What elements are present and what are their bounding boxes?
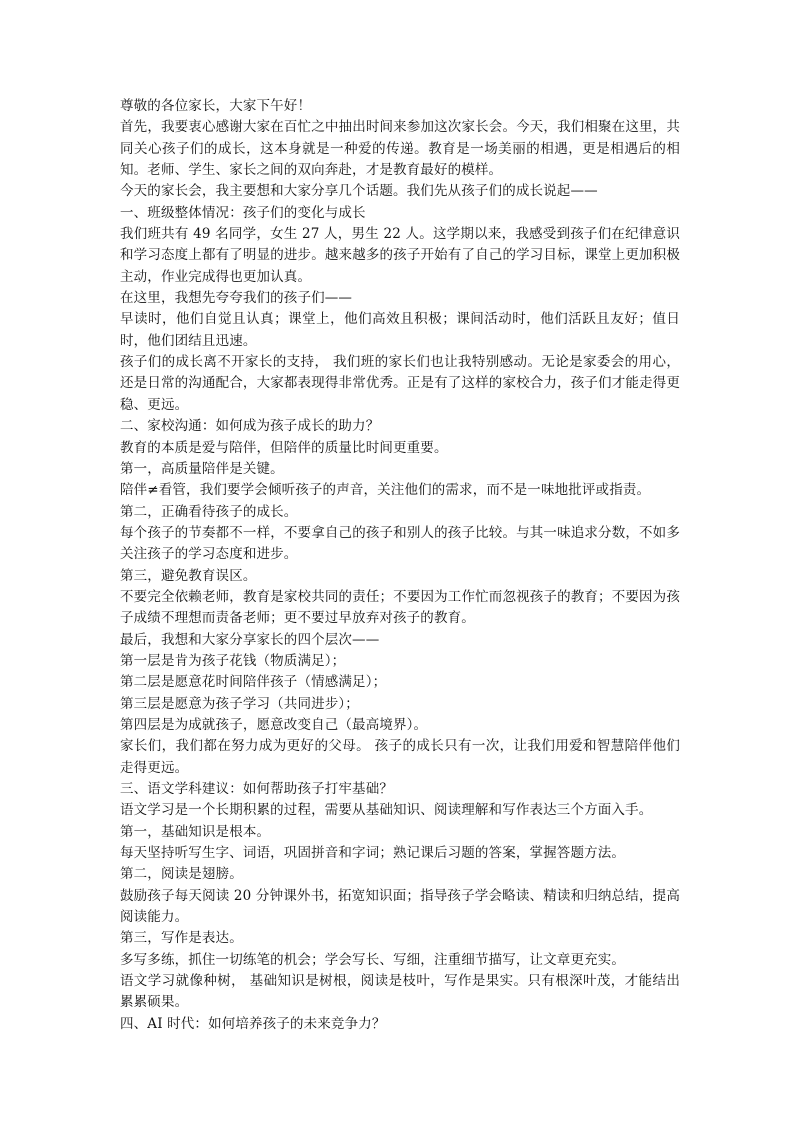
section-heading-3: 三、语文学科建议：如何帮助孩子打牢基础？: [120, 781, 393, 797]
point-heading: 第二，阅读是翅膀。: [120, 866, 243, 883]
point-paragraph: 不要完全依赖老师，教育是家校共同的责任；不要因为工作忙而忽视孩子的教育；不要因为孩子成绩不理想而责备老师；更不要过早放弃对孩子的教育。: [120, 588, 680, 627]
greeting: 尊敬的各位家长，大家下午好！: [120, 98, 312, 114]
point-paragraph: 陪伴≠看管，我们要学会倾听孩子的声音，关注他们的需求，而不是一味地批评或指责。: [120, 482, 651, 499]
parents-support-paragraph: 孩子们的成长离不开家长的支持， 我们班的家长们也让我特别感动。无论是家委会的用心，还是日常的沟通配合，大家都表现得非常优秀。正是有了这样的家校合力，孩子们才能走得更稳、更远。: [120, 354, 680, 413]
point-heading: 第二，正确看待孩子的成长。: [120, 503, 298, 520]
point-paragraph: 鼓励孩子每天阅读 20 分钟课外书，拓宽知识面；指导孩子学会略读、精读和归纳总结，提高阅读能力。: [120, 887, 680, 926]
chinese-intro-paragraph: 语文学习是一个长期积累的过程，需要从基础知识、阅读理解和写作表达三个方面入手。: [120, 802, 653, 819]
point-paragraph: 每个孩子的节奏都不一样，不要拿自己的孩子和别人的孩子比较。与其一味追求分数，不如多关注孩子的学习态度和进步。: [120, 524, 680, 563]
opening-paragraph: 首先，我要衷心感谢大家在百忙之中抽出时间来参加这次家长会。今天，我们相聚在这里，共同关心孩子们的成长，这本身就是一种爱的传递。教育是一场美丽的相遇，更是相遇后的相知。老师、学生、家长之间的双向奔赴，才是教育最好的模样。: [120, 119, 680, 179]
level-item: 第二层是愿意花时间陪伴孩子（情感满足）；: [120, 674, 387, 691]
chinese-closing-paragraph: 语文学习就像种树， 基础知识是树根，阅读是枝叶，写作是果实。只有根深叶茂，才能结出累累硕果。: [120, 973, 680, 1011]
point-paragraph: 多写多练，抓住一切练笔的机会；学会写长、写细，注重细节描写，让文章更充实。: [120, 951, 626, 968]
praise-intro: 在这里，我想先夸夸我们的孩子们——: [120, 290, 353, 307]
level-item: 第三层是愿意为孩子学习（共同进步）；: [120, 695, 359, 712]
intro-paragraph: 今天的家长会，我主要想和大家分享几个话题。我们先从孩子们的成长说起——: [120, 183, 598, 200]
praise-paragraph: 早读时，他们自觉且认真；课堂上，他们高效且积极；课间活动时，他们活跃且友好；值日时，他们团结且迅速。: [120, 311, 680, 349]
point-heading: 第三，避免教育误区。: [120, 567, 257, 584]
class-overview-paragraph: 我们班共有 49 名同学，女生 27 人，男生 22 人。这学期以来，我感受到孩子们在纪律意识和学习态度上都有了明显的进步。越来越多的孩子开始有了自己的学习目标，课堂上更加积极主动，作业完成得也更加认真。: [120, 226, 680, 285]
companionship-paragraph: 教育的本质是爱与陪伴，但陪伴的质量比时间更重要。: [120, 439, 448, 456]
level-item: 第一层是肯为孩子花钱（物质满足）；: [120, 652, 346, 669]
document-body: [120, 96, 680, 1035]
levels-intro: 最后，我想和大家分享家长的四个层次——: [120, 631, 380, 648]
level-item: 第四层是为成就孩子，愿意改变自己（最高境界）。: [120, 716, 428, 733]
point-heading: 第一，基础知识是根本。: [120, 823, 271, 840]
section-heading-1: 一、班级整体情况：孩子们的变化与成长: [120, 204, 366, 221]
section-heading-4: 四、AI 时代：如何培养孩子的未来竞争力？: [120, 1015, 386, 1032]
section-heading-2: 二、家校沟通：如何成为孩子成长的助力？: [120, 418, 380, 435]
point-heading: 第一，高质量陪伴是关键。: [120, 460, 284, 477]
parents-closing-paragraph: 家长们，我们都在努力成为更好的父母。 孩子的成长只有一次，让我们用爱和智慧陪伴他们走得更远。: [120, 738, 680, 776]
point-heading: 第三，写作是表达。: [120, 930, 243, 947]
point-paragraph: 每天坚持听写生字、词语，巩固拼音和字词；熟记课后习题的答案，掌握答题方法。: [120, 845, 626, 862]
